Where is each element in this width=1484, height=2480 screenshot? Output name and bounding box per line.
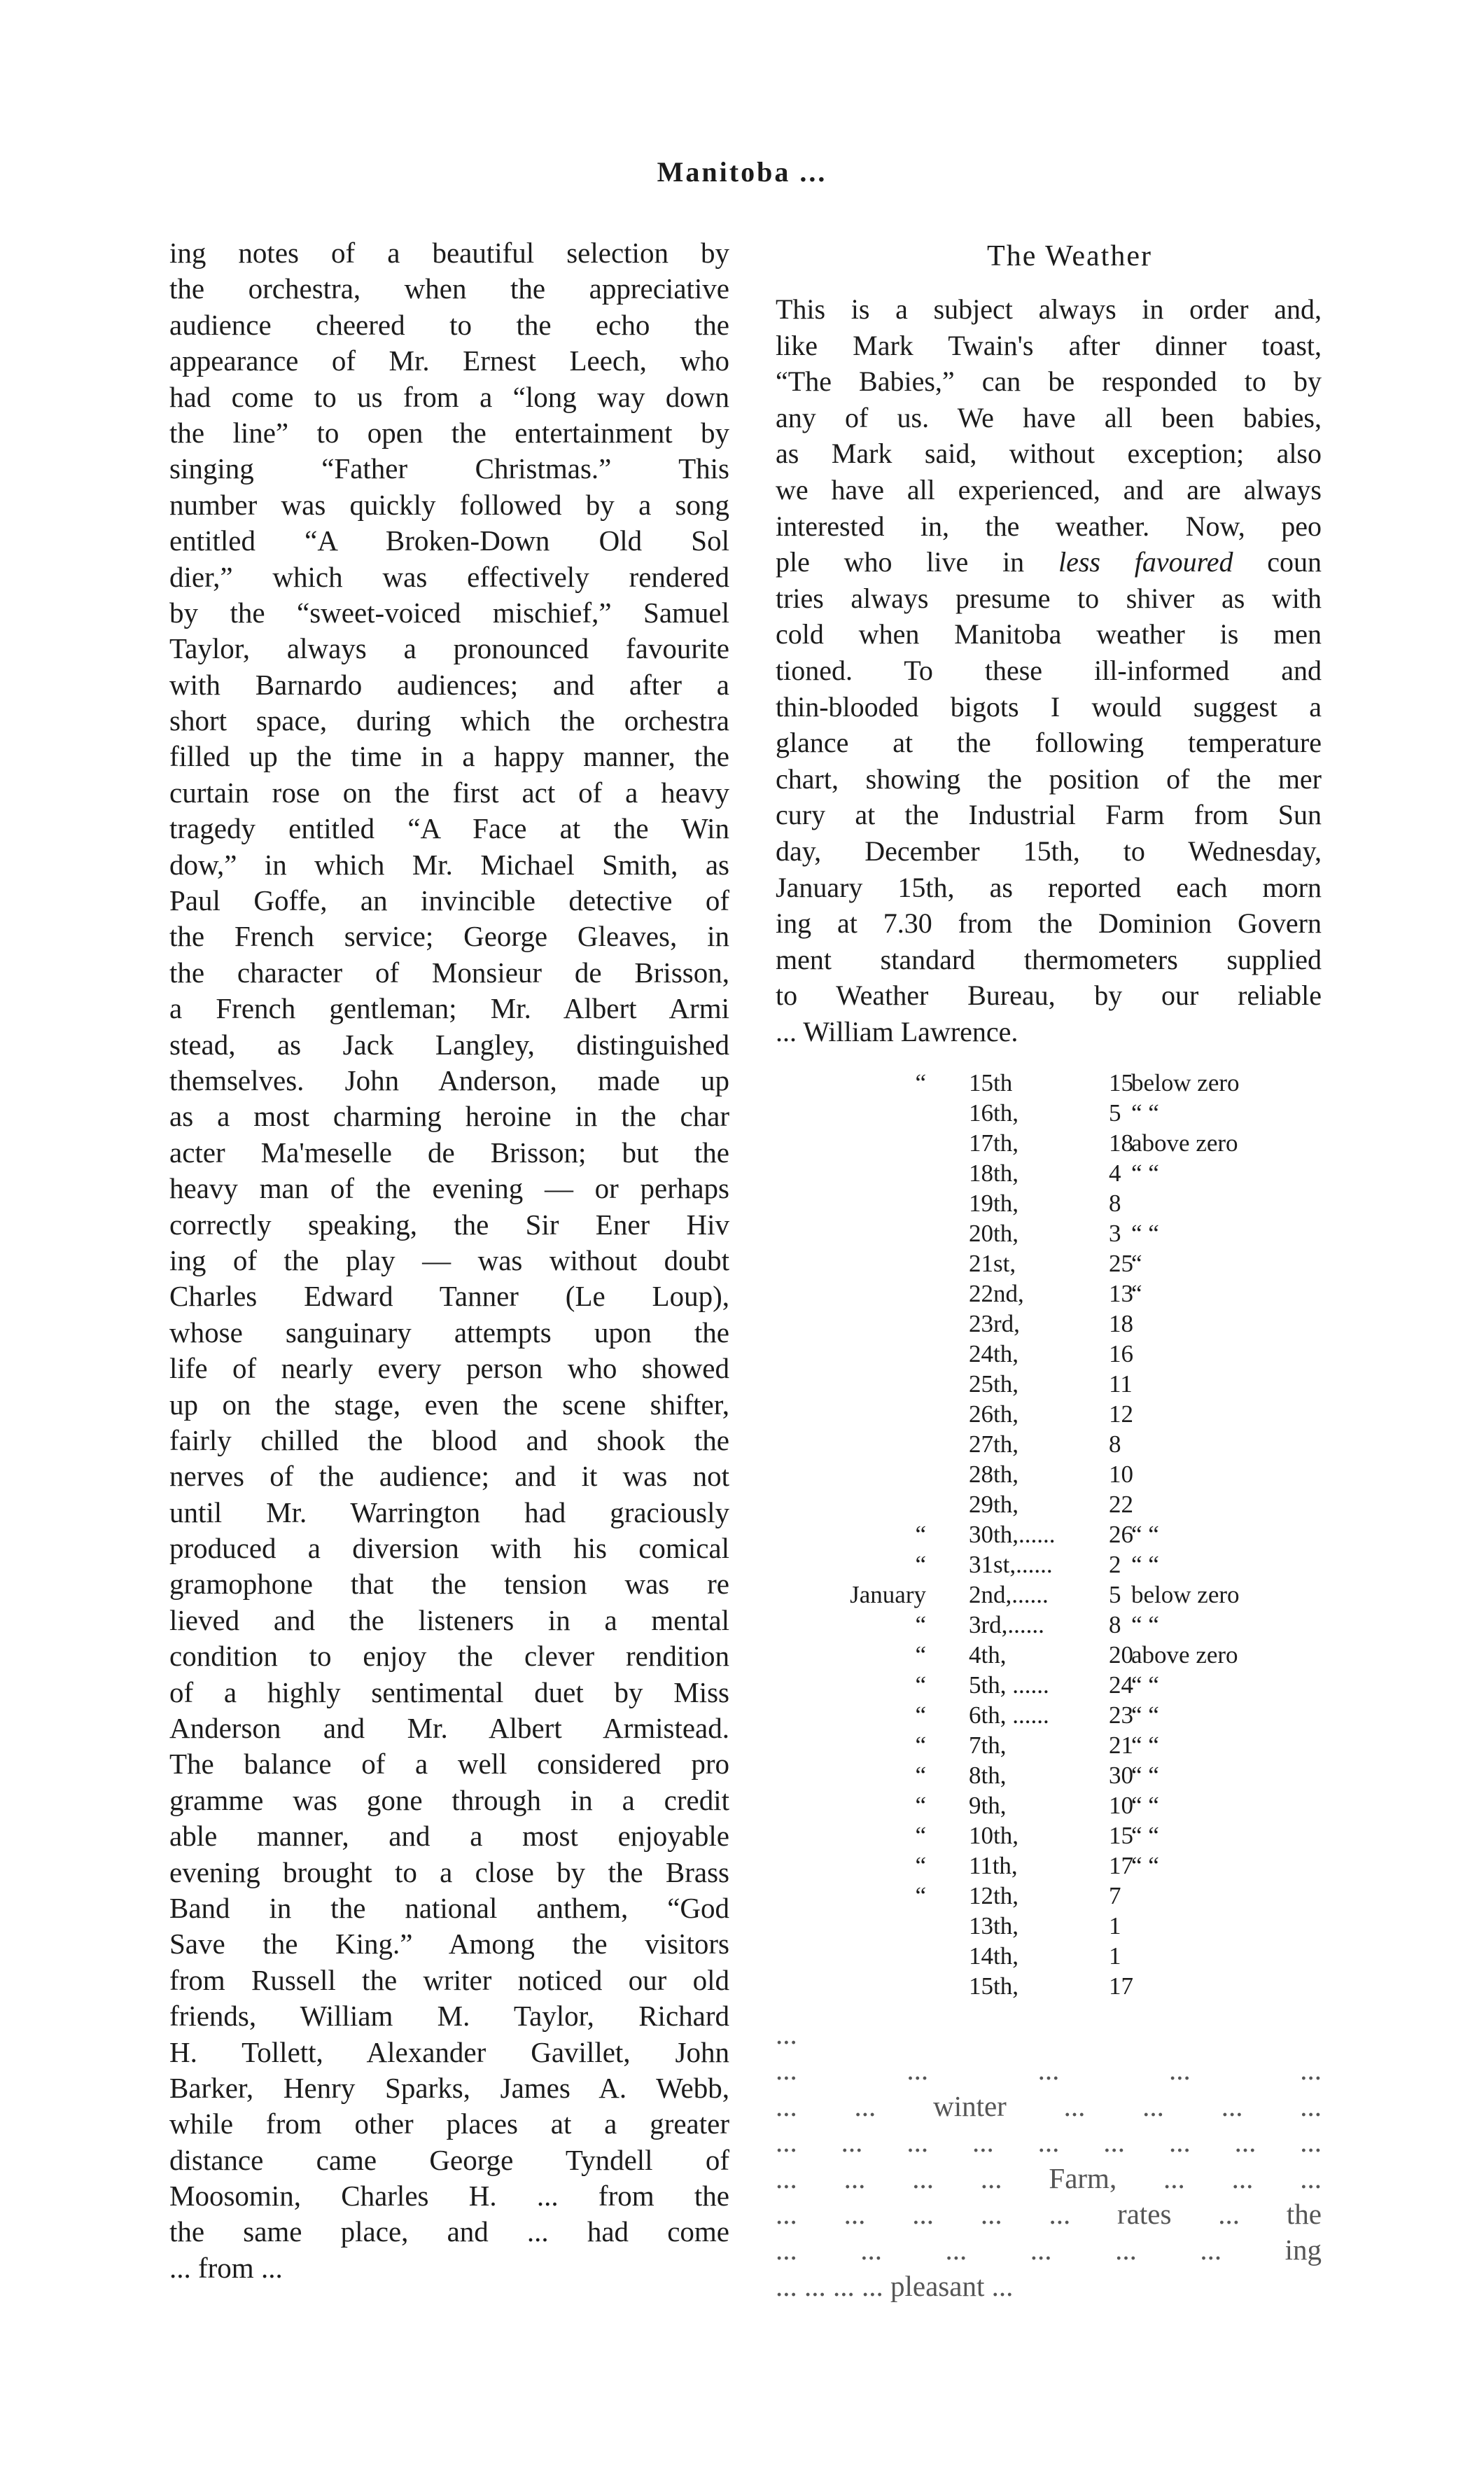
note-cell: “ “: [1131, 1099, 1159, 1127]
text-line: we have all experienced, and are always: [776, 473, 1322, 506]
temperature-row: [776, 1248, 1322, 1279]
text-line: Save the King.” Among the visitors: [169, 1928, 729, 1960]
month-cell: “: [915, 1069, 926, 1096]
month-cell: “: [915, 1762, 926, 1789]
month-cell: “: [915, 1852, 926, 1879]
text-line: evening brought to a close by the Brass: [169, 1855, 729, 1888]
day-cell: 19th,: [969, 1190, 1018, 1217]
text-line: entitled “A Broken-Down Old Sol: [169, 524, 729, 557]
temperature-row: [776, 1790, 1322, 1820]
value-cell: 10: [1109, 1461, 1133, 1488]
note-cell: “ “: [1131, 1521, 1159, 1548]
value-cell: 21: [1109, 1732, 1133, 1759]
text-line: ment standard thermometers supplied: [776, 943, 1322, 975]
text-line: ... ... winter ... ... ... ...: [776, 2089, 1322, 2122]
note-cell: below zero: [1131, 1581, 1240, 1608]
temperature-row: [776, 1549, 1322, 1580]
text-line: the orchestra, when the appreciative: [169, 272, 729, 305]
month-cell: “: [915, 1732, 926, 1759]
text-line: stead, as Jack Langley, distinguished: [169, 1028, 729, 1061]
note-cell: above zero: [1131, 1129, 1238, 1157]
text-line: chart, showing the position of the mer: [776, 762, 1322, 795]
text-line: of a highly sentimental duet by Miss: [169, 1676, 729, 1708]
value-cell: 11: [1109, 1370, 1133, 1398]
text-line: the same place, and ... had come: [169, 2215, 729, 2248]
text-line: with Barnardo audiences; and after a: [169, 668, 729, 701]
day-cell: 28th,: [969, 1461, 1018, 1488]
value-cell: 13: [1109, 1280, 1133, 1307]
note-cell: “: [1131, 1250, 1142, 1277]
day-cell: 15th: [969, 1069, 1013, 1096]
right-column-text: [776, 291, 1322, 1050]
day-cell: 26th,: [969, 1400, 1018, 1428]
day-cell: 4th,: [969, 1641, 1007, 1669]
text-line: dier,” which was effectively rendered: [169, 560, 729, 593]
text-line: cold when Manitoba weather is men: [776, 618, 1322, 650]
temperature-row: [776, 1700, 1322, 1730]
text-line: gramme was gone through in a credit: [169, 1783, 729, 1816]
day-cell: 25th,: [969, 1370, 1018, 1398]
month-cell: “: [915, 1882, 926, 1909]
text-line: tioned. To these ill-informed and: [776, 654, 1322, 686]
note-cell: “ “: [1131, 1852, 1159, 1879]
note-cell: “ “: [1131, 1551, 1159, 1578]
temperature-row: [776, 1640, 1322, 1670]
text-line: The balance of a well considered pro: [169, 1748, 729, 1781]
text-line: singing “Father Christmas.” This: [169, 452, 729, 485]
footer-text: [776, 2016, 1322, 2304]
day-cell: 16th,: [969, 1099, 1018, 1127]
temperature-row: [776, 1670, 1322, 1700]
text-line: as Mark said, without exception; also: [776, 438, 1322, 470]
text-line: like Mark Twain's after dinner toast,: [776, 329, 1322, 361]
note-cell: “ “: [1131, 1671, 1159, 1699]
day-cell: 27th,: [969, 1430, 1018, 1458]
text-line: had come to us from a “long way down: [169, 380, 729, 413]
note-cell: “ “: [1131, 1792, 1159, 1819]
text-line: gramophone that the tension was re: [169, 1568, 729, 1601]
text-line: ... ... ... ... ...: [776, 2054, 1322, 2087]
note-cell: “ “: [1131, 1220, 1159, 1247]
value-cell: 3: [1109, 1220, 1121, 1247]
text-line: ... ... ... ... ... rates ... the: [776, 2197, 1322, 2230]
text-line: curtain rose on the first act of a heavy: [169, 776, 729, 809]
text-line: ... ... ... ... ... ... ... ... ...: [776, 2126, 1322, 2159]
text-line: able manner, and a most enjoyable: [169, 1820, 729, 1853]
text-line: until Mr. Warrington had graciously: [169, 1496, 729, 1528]
text-line: Charles Edward Tanner (Le Loup),: [169, 1280, 729, 1313]
temperature-row: [776, 1911, 1322, 1941]
temperature-row: [776, 1459, 1322, 1489]
temperature-row: [776, 1188, 1322, 1218]
value-cell: 8: [1109, 1611, 1121, 1638]
value-cell: 16: [1109, 1340, 1133, 1367]
temperature-row: [776, 1489, 1322, 1519]
temperature-row: [776, 1369, 1322, 1399]
day-cell: 22nd,: [969, 1280, 1024, 1307]
temperature-row: [776, 1128, 1322, 1158]
text-line: life of nearly every person who showed: [169, 1352, 729, 1385]
text-line: glance at the following temperature: [776, 727, 1322, 759]
note-cell: “ “: [1131, 1732, 1159, 1759]
day-cell: 2nd,......: [969, 1581, 1049, 1608]
day-cell: 29th,: [969, 1491, 1018, 1518]
text-line: ing of the play — was without doubt: [169, 1244, 729, 1276]
text-line: appearance of Mr. Ernest Leech, who: [169, 344, 729, 377]
text-line: a French gentleman; Mr. Albert Armi: [169, 992, 729, 1025]
text-line: short space, during which the orchestra: [169, 704, 729, 737]
month-cell: “: [915, 1521, 926, 1548]
text-line: lieved and the listeners in a mental: [169, 1603, 729, 1636]
text-line: Anderson and Mr. Albert Armistead.: [169, 1712, 729, 1745]
text-line: tries always presume to shiver as with: [776, 582, 1322, 614]
note-cell: above zero: [1131, 1641, 1238, 1669]
note-cell: “ “: [1131, 1822, 1159, 1849]
text-line: ... ... ... ... Farm, ... ... ...: [776, 2161, 1322, 2194]
text-line: themselves. John Anderson, made up: [169, 1064, 729, 1096]
value-cell: 20: [1109, 1641, 1133, 1669]
text-line: tragedy entitled “A Face at the Win: [169, 812, 729, 845]
right-column: [776, 235, 1322, 1050]
value-cell: 5: [1109, 1099, 1121, 1127]
temperature-row: [776, 1519, 1322, 1549]
day-cell: 9th,: [969, 1792, 1007, 1819]
text-line: filled up the time in a happy manner, the: [169, 740, 729, 773]
value-cell: 10: [1109, 1792, 1133, 1819]
value-cell: 23: [1109, 1701, 1133, 1729]
text-line: cury at the Industrial Farm from Sun: [776, 799, 1322, 831]
value-cell: 17: [1109, 1852, 1133, 1879]
right-column-footer: [776, 2016, 1322, 2304]
value-cell: 30: [1109, 1762, 1133, 1789]
value-cell: 8: [1109, 1430, 1121, 1458]
text-line: ... William Lawrence.: [776, 1015, 1018, 1047]
day-cell: 7th,: [969, 1732, 1007, 1759]
month-cell: “: [915, 1822, 926, 1849]
text-line: friends, William M. Taylor, Richard: [169, 2000, 729, 2033]
value-cell: 24: [1109, 1671, 1133, 1699]
day-cell: 8th,: [969, 1762, 1007, 1789]
italic-emphasis: less favoured: [1058, 546, 1233, 578]
day-cell: 24th,: [969, 1340, 1018, 1367]
temperature-row: [776, 1098, 1322, 1128]
text-line: correctly speaking, the Sir Ener Hiv: [169, 1208, 729, 1241]
text-line: distance came George Tyndell of: [169, 2143, 729, 2176]
note-cell: “: [1131, 1280, 1142, 1307]
day-cell: 5th, ......: [969, 1671, 1049, 1699]
value-cell: 17: [1109, 1972, 1133, 2000]
temperature-row: [776, 1881, 1322, 1911]
note-cell: “ “: [1131, 1701, 1159, 1729]
section-title: The Weather: [987, 240, 1152, 272]
text-line: ple who live in less favoured coun: [776, 546, 1322, 578]
value-cell: 18: [1109, 1310, 1133, 1337]
text-line: from Russell the writer noticed our old: [169, 1963, 729, 1996]
day-cell: 20th,: [969, 1220, 1018, 1247]
temperature-row: [776, 1851, 1322, 1881]
text-line: H. Tollett, Alexander Gavillet, John: [169, 2035, 729, 2068]
note-cell: “ “: [1131, 1159, 1159, 1187]
text-line: the line” to open the entertainment by: [169, 416, 729, 449]
text-line: up on the stage, even the scene shifter,: [169, 1388, 729, 1421]
value-cell: 22: [1109, 1491, 1133, 1518]
text-line: whose sanguinary attempts upon the: [169, 1316, 729, 1349]
value-cell: 4: [1109, 1159, 1121, 1187]
text-line: ... ... ... ... ... ... ing: [776, 2234, 1322, 2266]
text-line: the French service; George Gleaves, in: [169, 920, 729, 953]
day-cell: 14th,: [969, 1942, 1018, 1970]
temperature-row: [776, 1309, 1322, 1339]
value-cell: 8: [1109, 1190, 1121, 1217]
month-cell: “: [915, 1551, 926, 1578]
running-head: Manitoba ...: [657, 156, 827, 188]
text-line: nerves of the audience; and it was not: [169, 1460, 729, 1493]
value-cell: 7: [1109, 1882, 1121, 1909]
day-cell: 30th,......: [969, 1521, 1056, 1548]
month-cell: “: [915, 1671, 926, 1699]
value-cell: 2: [1109, 1551, 1121, 1578]
value-cell: 1: [1109, 1942, 1121, 1970]
text-line: thin-blooded bigots I would suggest a: [776, 690, 1322, 723]
value-cell: 15: [1109, 1069, 1133, 1096]
text-line: heavy man of the evening — or perhaps: [169, 1172, 729, 1205]
temperature-row: [776, 1971, 1322, 2001]
temperature-row: [776, 1941, 1322, 1971]
text-line: audience cheered to the echo the: [169, 308, 729, 341]
day-cell: 15th,: [969, 1972, 1018, 2000]
temperature-row: [776, 1760, 1322, 1790]
month-cell: “: [915, 1792, 926, 1819]
temperature-table: [776, 1068, 1322, 2001]
text-line: ing notes of a beautiful selection by: [169, 237, 729, 269]
day-cell: 23rd,: [969, 1310, 1020, 1337]
day-cell: 21st,: [969, 1250, 1016, 1277]
text-line: produced a diversion with his comical: [169, 1532, 729, 1565]
text-line: January 15th, as reported each morn: [776, 871, 1322, 903]
temperature-row: [776, 1820, 1322, 1851]
text-line: number was quickly followed by a song: [169, 488, 729, 521]
month-cell: “: [915, 1701, 926, 1729]
day-cell: 18th,: [969, 1159, 1018, 1187]
text-line: Barker, Henry Sparks, James A. Webb,: [169, 2071, 729, 2104]
temperature-row: [776, 1610, 1322, 1640]
text-line: Band in the national anthem, “God: [169, 1891, 729, 1924]
text-line: day, December 15th, to Wednesday,: [776, 835, 1322, 867]
temperature-row: [776, 1068, 1322, 1098]
temperature-row: [776, 1339, 1322, 1369]
month-cell: “: [915, 1641, 926, 1669]
temperature-row: [776, 1218, 1322, 1248]
text-line: ...: [776, 2018, 797, 2050]
day-cell: 6th, ......: [969, 1701, 1049, 1729]
value-cell: 1: [1109, 1912, 1121, 1939]
note-cell: “ “: [1131, 1611, 1159, 1638]
text-line: by the “sweet-voiced mischief,” Samuel: [169, 596, 729, 629]
text-line: Moosomin, Charles H. ... from the: [169, 2180, 729, 2213]
text-line: ... ... ... ... pleasant ...: [776, 2269, 1014, 2302]
text-line: “The Babies,” can be responded to by: [776, 365, 1322, 398]
text-line: condition to enjoy the clever rendition: [169, 1640, 729, 1673]
temperature-row: [776, 1158, 1322, 1188]
value-cell: 18: [1109, 1129, 1133, 1157]
month-cell: “: [915, 1611, 926, 1638]
note-cell: below zero: [1131, 1069, 1240, 1096]
text-line: any of us. We have all been babies,: [776, 401, 1322, 433]
value-cell: 12: [1109, 1400, 1133, 1428]
month-cell: January: [850, 1581, 926, 1608]
text-line: acter Ma'meselle de Brisson; but the: [169, 1136, 729, 1169]
value-cell: 5: [1109, 1581, 1121, 1608]
text-line: interested in, the weather. Now, peo: [776, 510, 1322, 542]
text-line: Paul Goffe, an invincible detective of: [169, 884, 729, 917]
text-line: as a most charming heroine in the char: [169, 1100, 729, 1133]
text-line: This is a subject always in order and,: [776, 293, 1322, 325]
left-column-text: [169, 235, 729, 2286]
temperature-row: [776, 1399, 1322, 1429]
value-cell: 15: [1109, 1822, 1133, 1849]
text-line: Taylor, always a pronounced favourite: [169, 632, 729, 665]
day-cell: 10th,: [969, 1822, 1018, 1849]
temperature-row: [776, 1279, 1322, 1309]
temperature-row: [776, 1730, 1322, 1760]
note-cell: “ “: [1131, 1762, 1159, 1789]
temperature-row: [776, 1580, 1322, 1610]
day-cell: 17th,: [969, 1129, 1018, 1157]
text-line: while from other places at a greater: [169, 2108, 729, 2140]
text-line: ... from ...: [169, 2251, 283, 2284]
value-cell: 25: [1109, 1250, 1133, 1277]
text-line: the character of Monsieur de Brisson,: [169, 956, 729, 989]
value-cell: 26: [1109, 1521, 1133, 1548]
day-cell: 12th,: [969, 1882, 1018, 1909]
left-column: [169, 235, 729, 2286]
day-cell: 11th,: [969, 1852, 1018, 1879]
text-line: to Weather Bureau, by our reliable: [776, 980, 1322, 1012]
day-cell: 31st,......: [969, 1551, 1053, 1578]
day-cell: 3rd,......: [969, 1611, 1044, 1638]
day-cell: 13th,: [969, 1912, 1018, 1939]
text-line: dow,” in which Mr. Michael Smith, as: [169, 848, 729, 881]
text-line: fairly chilled the blood and shook the: [169, 1423, 729, 1456]
temperature-row: [776, 1429, 1322, 1459]
text-line: ing at 7.30 from the Dominion Govern: [776, 907, 1322, 940]
